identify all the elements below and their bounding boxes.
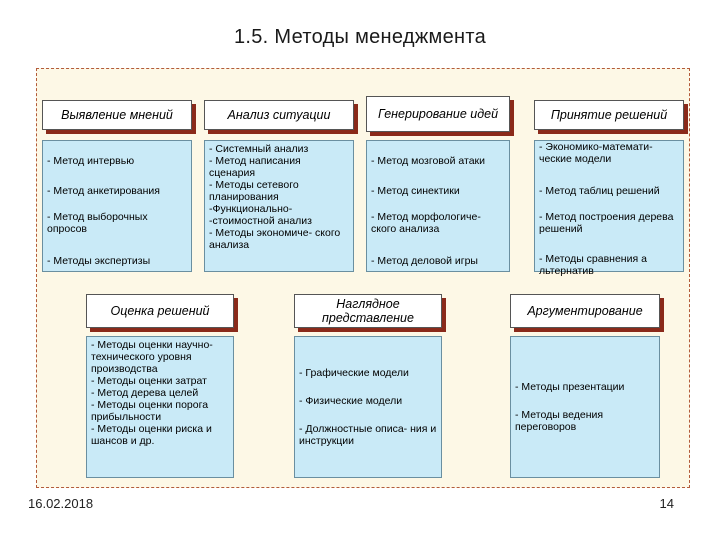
header-opinions: Выявление мнений [42,100,192,130]
list-item: - Системный анализ [209,143,309,155]
list-item: - Метод мозговой атаки [371,155,485,167]
list-item: - Методы оценки риска и шансов и др. [91,423,212,447]
visualization-methods-list [294,336,442,478]
list-item: - Метод написания сценария [209,155,301,179]
opinions-methods-list [42,140,192,272]
situation-methods-list [204,140,354,272]
list-item: - Методы оценки порога прибыльности [91,399,209,423]
list-item: - Метод дерева целей [91,387,199,399]
header-visualization: Наглядное представление [294,294,442,328]
list-item: - Методы экономиче- ского анализа [209,227,341,251]
list-item: -Функционально- -стоимостной анализ [209,203,312,227]
list-item: - Метод деловой игры [371,255,478,267]
list-item: - Метод морфологиче- ского анализа [371,211,481,235]
header-ideas: Генерирование идей [366,96,510,132]
list-item: - Метод таблиц решений [539,185,660,197]
list-item: - Экономико-математи- ческие модели [539,141,653,165]
header-decisions: Принятие решений [534,100,684,130]
list-item: - Методы экспертизы [47,255,151,267]
decisions-methods-list [534,140,684,277]
argumentation-methods-list [510,336,660,478]
header-argumentation: Аргументирование [510,294,660,328]
header-evaluation: Оценка решений [86,294,234,328]
list-item: - Методы оценки научно- технического уровня производства [91,339,213,375]
slide-page-number: 14 [659,496,674,511]
list-item: - Метод построения дерева решений [539,211,674,235]
list-item: - Метод синектики [371,185,460,197]
list-item: - Метод анкетирования [47,185,160,197]
list-item: - Методы презентации [515,381,625,393]
list-item: - Методы ведения переговоров [515,409,604,433]
list-item: - Должностные описа- ния и инструкции [299,423,437,447]
list-item: - Методы оценки затрат [91,375,207,387]
list-item: - Метод интервью [47,155,135,167]
list-item: - Физические модели [299,395,403,407]
list-item: - Графические модели [299,367,409,379]
list-item: - Методы сетевого планирования [209,179,299,203]
slide-title: 1.5. Методы менеджмента [233,26,486,48]
ideas-methods-list [366,140,510,272]
header-situation: Анализ ситуации [204,100,354,130]
list-item: - Методы сравнения а льтернатив [539,253,647,277]
list-item: - Метод выборочных опросов [47,211,148,235]
evaluation-methods-list [86,336,234,478]
slide-date: 16.02.2018 [28,496,94,511]
